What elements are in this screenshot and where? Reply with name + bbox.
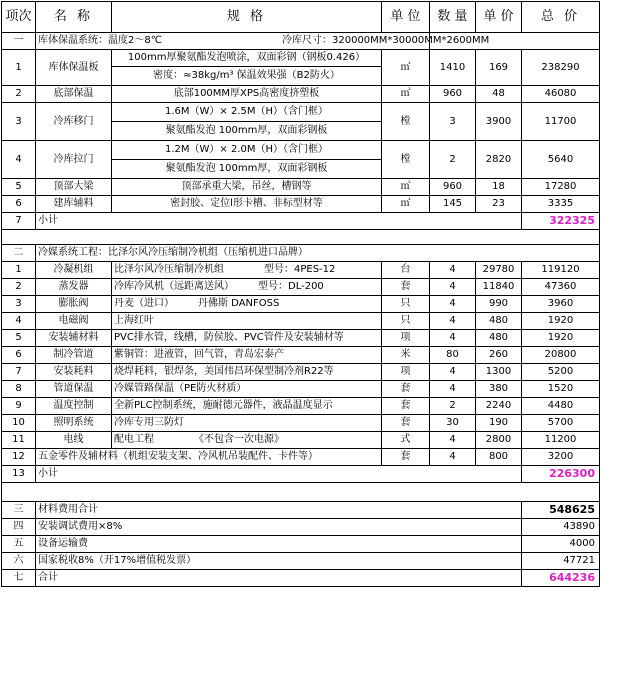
section-title: 冷媒系统工程：比泽尔风冷压缩制冷机组（压缩机进口品牌）: [36, 245, 600, 262]
row-spec: 比泽尔风冷压缩制冷机组 型号：4PES-12: [112, 262, 382, 279]
row-spec: 底部100MM厚XPS高密度挤塑板: [112, 86, 382, 103]
row-unit: 套: [382, 449, 430, 466]
row-total: 47360: [522, 279, 600, 296]
row-qty: 2: [430, 141, 476, 179]
row-total: 1920: [522, 330, 600, 347]
row-total: 238290: [522, 50, 600, 86]
row-unit: 只: [382, 296, 430, 313]
table-row: [2, 398, 600, 415]
row-price: 480: [476, 313, 522, 330]
row-no: 4: [2, 313, 36, 330]
row-name: 安装耗料: [36, 364, 112, 381]
summary-row: [2, 536, 600, 553]
row-qty: 960: [430, 86, 476, 103]
table-row: [2, 279, 600, 296]
row-spec: 冷库冷风机（远距离送风） 型号：DL-200: [112, 279, 382, 296]
row-price: 18: [476, 179, 522, 196]
row-price: 1300: [476, 364, 522, 381]
row-price: 990: [476, 296, 522, 313]
table-row: [2, 103, 600, 122]
row-total: 11700: [522, 103, 600, 141]
table-row: [2, 196, 600, 213]
row-price: 2240: [476, 398, 522, 415]
row-name: 顶部大梁: [36, 179, 112, 196]
row-spec: 全新PLC控制系统，施耐德元器件，液晶温度显示: [112, 398, 382, 415]
row-no: 七: [2, 570, 36, 587]
section-title: 库体保温系统：温度2～8℃: [36, 33, 430, 50]
row-unit: 项: [382, 364, 430, 381]
row-total: 119120: [522, 262, 600, 279]
row-total: 11200: [522, 432, 600, 449]
row-no: 三: [2, 502, 36, 519]
row-name: 蒸发器: [36, 279, 112, 296]
row-no: 7: [2, 213, 36, 230]
summary-label: 设备运输费: [36, 536, 522, 553]
row-qty: 4: [430, 432, 476, 449]
row-no: 五: [2, 536, 36, 553]
row-no: 12: [2, 449, 36, 466]
row-total: 20800: [522, 347, 600, 364]
row-unit: 套: [382, 279, 430, 296]
row-total: 1520: [522, 381, 600, 398]
row-spec: 紫铜管：进液管，回气管，青岛宏泰产: [112, 347, 382, 364]
row-spec: 1.2M（W）× 2.0M（H）（含门框）: [112, 141, 382, 160]
row-unit: 樘: [382, 103, 430, 141]
row-name: 电线: [36, 432, 112, 449]
row-no: 6: [2, 347, 36, 364]
row-unit: 项: [382, 330, 430, 347]
row-qty: 4: [430, 330, 476, 347]
row-name: 安装辅材料: [36, 330, 112, 347]
table-row: [2, 415, 600, 432]
table-row: [2, 86, 600, 103]
section-number: 二: [2, 245, 36, 262]
row-no: 8: [2, 381, 36, 398]
table-row: [2, 449, 600, 466]
row-qty: 4: [430, 313, 476, 330]
header-row: [2, 2, 600, 33]
table-row: [2, 179, 600, 196]
table-row: [2, 330, 600, 347]
row-no: 6: [2, 196, 36, 213]
summary-row: [2, 570, 600, 587]
row-qty: 4: [430, 296, 476, 313]
row-unit: ㎡: [382, 179, 430, 196]
row-price: 2800: [476, 432, 522, 449]
summary-label: 国家税收8%（开17%增值税发票）: [36, 553, 522, 570]
row-spec: 顶部承重大梁，吊丝，槽钢等: [112, 179, 382, 196]
table-row: [2, 50, 600, 67]
row-name: 电磁阀: [36, 313, 112, 330]
table-row: [2, 347, 600, 364]
summary-value: 548625: [522, 502, 600, 519]
summary-value: 43890: [522, 519, 600, 536]
row-unit: ㎡: [382, 86, 430, 103]
summary-row: [2, 519, 600, 536]
row-spec: 配电工程 《不包含一次电源》: [112, 432, 382, 449]
section-2-header: [2, 245, 600, 262]
row-qty: 2: [430, 398, 476, 415]
row-no: 11: [2, 432, 36, 449]
grand-total-value: 644236: [522, 570, 600, 587]
summary-value: 4000: [522, 536, 600, 553]
row-no: 10: [2, 415, 36, 432]
header-price: 单 价: [476, 2, 522, 33]
row-total: 4480: [522, 398, 600, 415]
row-qty: 4: [430, 381, 476, 398]
section-1-header: [2, 33, 600, 50]
row-unit: 只: [382, 313, 430, 330]
row-name: 建库辅料: [36, 196, 112, 213]
row-name: 冷库移门: [36, 103, 112, 141]
row-spec: PVC排水管，线槽，防侯胶、PVC管件及安装辅材等: [112, 330, 382, 347]
row-unit: 台: [382, 262, 430, 279]
table-row: [2, 262, 600, 279]
row-spec: 冷媒管路保温（PE防火材质）: [112, 381, 382, 398]
header-no: 项次: [2, 2, 36, 33]
cold-room-size: 冷库尺寸：320000MM*30000MM*2600MM: [430, 33, 600, 50]
row-total: 5700: [522, 415, 600, 432]
row-unit: 樘: [382, 141, 430, 179]
subtotal-value: 226300: [522, 466, 600, 483]
subtotal-label: 小计: [36, 466, 522, 483]
header-unit: 单 位: [382, 2, 430, 33]
summary-row: [2, 502, 600, 519]
row-no: 5: [2, 179, 36, 196]
row-qty: 1410: [430, 50, 476, 86]
header-qty: 数 量: [430, 2, 476, 33]
row-unit: ㎡: [382, 196, 430, 213]
row-spec: 上海红叶: [112, 313, 382, 330]
row-spec: 密封胶、定位l形卡槽、非标型材等: [112, 196, 382, 213]
row-spec: 100mm厚聚氨酯发泡喷涂，双面彩钢（钢板0.426）: [112, 50, 382, 67]
row-price: 29780: [476, 262, 522, 279]
summary-row: [2, 553, 600, 570]
row-price: 480: [476, 330, 522, 347]
table-row: [2, 313, 600, 330]
row-no: 2: [2, 279, 36, 296]
row-no: 六: [2, 553, 36, 570]
row-unit: 套: [382, 415, 430, 432]
row-unit: 套: [382, 398, 430, 415]
row-total: 3960: [522, 296, 600, 313]
row-price: 800: [476, 449, 522, 466]
row-qty: 80: [430, 347, 476, 364]
row-name: 管道保温: [36, 381, 112, 398]
subtotal-value: 322325: [522, 213, 600, 230]
summary-label: 安装调试费用×8%: [36, 519, 522, 536]
row-no: 4: [2, 141, 36, 179]
header-name: 名 称: [36, 2, 112, 33]
quote-table: [1, 1, 600, 587]
row-no: 5: [2, 330, 36, 347]
table-row: [2, 381, 600, 398]
row-spec: 1.6M（W）× 2.5M（H）（含门框）: [112, 103, 382, 122]
section-number: 一: [2, 33, 36, 50]
row-price: 48: [476, 86, 522, 103]
table-row: [2, 296, 600, 313]
row-name: 库体保温板: [36, 50, 112, 86]
row-name: 五金零件及辅材料（机组安装支架、冷风机吊装配件、卡件等）: [36, 449, 382, 466]
subtotal-row: [2, 213, 600, 230]
row-qty: 4: [430, 364, 476, 381]
subtotal-label: 小计: [36, 213, 522, 230]
header-total: 总 价: [522, 2, 600, 33]
subtotal-row: [2, 466, 600, 483]
row-no: 3: [2, 296, 36, 313]
row-name: 冷库拉门: [36, 141, 112, 179]
row-no: 13: [2, 466, 36, 483]
row-spec: 密度：≈38kg/m³ 保温效果强（B2防火）: [112, 67, 382, 86]
row-qty: 3: [430, 103, 476, 141]
row-total: 46080: [522, 86, 600, 103]
row-qty: 145: [430, 196, 476, 213]
row-price: 260: [476, 347, 522, 364]
row-no: 7: [2, 364, 36, 381]
row-spec: 聚氨酯发泡 100mm厚，双面彩钢板: [112, 122, 382, 141]
row-unit: 式: [382, 432, 430, 449]
row-name: 冷凝机组: [36, 262, 112, 279]
row-no: 1: [2, 50, 36, 86]
table-row: [2, 141, 600, 160]
row-no: 3: [2, 103, 36, 141]
row-total: 5200: [522, 364, 600, 381]
row-qty: 960: [430, 179, 476, 196]
table-row: [2, 364, 600, 381]
row-total: 1920: [522, 313, 600, 330]
row-total: 5640: [522, 141, 600, 179]
row-qty: 30: [430, 415, 476, 432]
summary-value: 47721: [522, 553, 600, 570]
row-no: 1: [2, 262, 36, 279]
summary-label: 材料费用合计: [36, 502, 522, 519]
row-qty: 4: [430, 262, 476, 279]
row-spec: 烧焊耗料，银焊条，美国伟昌环保型制冷剂R22等: [112, 364, 382, 381]
row-unit: ㎡: [382, 50, 430, 86]
row-qty: 4: [430, 449, 476, 466]
row-price: 3900: [476, 103, 522, 141]
row-unit: 米: [382, 347, 430, 364]
row-price: 2820: [476, 141, 522, 179]
summary-label: 合计: [36, 570, 522, 587]
row-no: 2: [2, 86, 36, 103]
row-price: 190: [476, 415, 522, 432]
row-no: 9: [2, 398, 36, 415]
spacer-row: [2, 230, 600, 245]
row-name: 膨胀阀: [36, 296, 112, 313]
header-spec: 规 格: [112, 2, 382, 33]
row-spec: 聚氨酯发泡 100mm厚，双面彩钢板: [112, 160, 382, 179]
row-name: 制冷管道: [36, 347, 112, 364]
row-price: 169: [476, 50, 522, 86]
row-total: 3200: [522, 449, 600, 466]
table-row: [2, 432, 600, 449]
row-price: 23: [476, 196, 522, 213]
row-price: 11840: [476, 279, 522, 296]
row-spec: 冷库专用三防灯: [112, 415, 382, 432]
row-name: 照明系统: [36, 415, 112, 432]
row-spec: 丹麦（进口） 丹佛斯 DANFOSS: [112, 296, 382, 313]
row-total: 17280: [522, 179, 600, 196]
row-unit: 套: [382, 381, 430, 398]
row-name: 底部保温: [36, 86, 112, 103]
spacer-row: [2, 483, 600, 502]
row-no: 四: [2, 519, 36, 536]
row-name: 温度控制: [36, 398, 112, 415]
row-price: 380: [476, 381, 522, 398]
row-total: 3335: [522, 196, 600, 213]
row-qty: 4: [430, 279, 476, 296]
